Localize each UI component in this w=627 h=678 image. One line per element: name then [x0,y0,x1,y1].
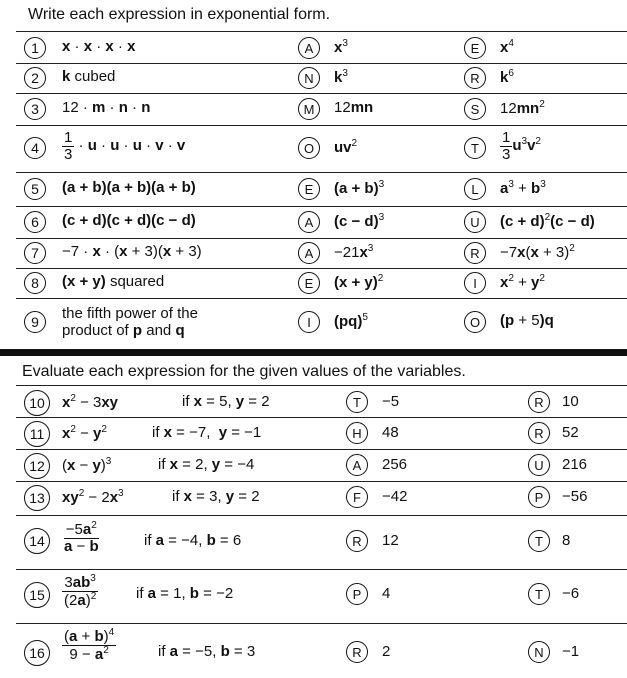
answer-letter-b: R [464,242,486,264]
answer-letter-a: M [298,98,320,120]
answer-letter-a: T [346,391,368,413]
part2-row-15 [16,570,627,622]
part2-row-10 [16,386,627,416]
part1-row-6 [16,207,627,237]
problem-number: 13 [24,485,50,511]
problem-number: 8 [24,272,46,294]
answer-letter-a: R [346,530,368,552]
problem-number: 16 [24,640,50,666]
part2-row-12 [16,450,627,480]
answer-choice-b: $\frac{1}{3}$ $u^3v^2$ [502,129,541,163]
answer-letter-b: N [528,641,550,663]
section-separator [0,349,627,356]
problem-number: 9 [24,311,46,333]
answer-value-b: 10 [562,393,579,410]
answer-choice-b: $x^2 + y^2$ [500,273,545,291]
answer-letter-b: R [464,67,486,89]
problem-expression: (a + b)(a + b)(a + b) [62,179,196,196]
answer-letter-a: E [298,272,320,294]
problem-number: 12 [24,453,50,479]
problem-expression: $\frac{1}{3}$ · u · u · u · v · v [64,129,186,163]
variable-values: if x = 5, y = 2 [182,393,270,410]
answer-letter-a: A [298,242,320,264]
answer-value-a: 256 [382,456,408,473]
variable-values: if x = 2, y = −4 [158,456,255,473]
answer-choice-b: $k^6$ [500,68,514,86]
part1-row-4 [16,126,627,170]
answer-value-a: 2 [382,643,391,660]
answer-choice-a: $(c - d)^3$ [334,212,385,230]
answer-letter-a: N [298,67,320,89]
answer-choice-b: (p + 5)q [500,312,554,329]
part1-row-1 [16,34,627,62]
problem-expression: $x^2 - 3xy$ [62,393,119,411]
problem-number: 2 [24,67,46,89]
problem-expression: (x + y) squared [62,273,165,290]
problem-number: 11 [24,421,50,447]
part1-row-5 [16,173,627,205]
part1-row-8 [16,269,627,297]
answer-letter-a: A [298,37,320,59]
answer-choice-b: $x^4$ [500,38,514,56]
answer-choice-a: $uv^2$ [334,138,358,156]
answer-choice-a: $x^3$ [334,38,348,56]
answer-value-b: 8 [562,532,571,549]
answer-value-a: 12 [382,532,399,549]
part1-row-2 [16,64,627,92]
answer-letter-b: U [464,211,486,233]
problem-number: 5 [24,178,46,200]
answer-value-b: −56 [562,488,588,505]
problem-expression: $x^2 - y^2$ [62,424,107,442]
answer-letter-a: O [298,137,320,159]
problem-expression: x · x · x · x [62,38,136,55]
answer-letter-a: E [298,178,320,200]
variable-values: if a = −4, b = 6 [144,532,242,549]
problem-expression: $\frac{(a + b)^4}{9 - a^2}$ [64,627,115,663]
answer-choice-b: $-7x(x + 3)^2$ [500,243,575,261]
answer-letter-a: R [346,641,368,663]
answer-choice-b: $12mn^2$ [500,99,545,117]
expression-line-2: product of p and q [62,322,185,339]
problem-expression: (c + d)(c + d)(c − d) [62,212,196,229]
answer-choice-a: $-21x^3$ [334,243,374,261]
answer-letter-b: L [464,178,486,200]
answer-choice-a: (pq)$^5$ [334,312,368,330]
problem-expression [62,305,198,339]
answer-letter-b: O [464,311,486,333]
answer-letter-b: R [528,422,550,444]
answer-letter-b: R [528,391,550,413]
answer-choice-b: $a^3 + b^3$ [500,179,546,197]
part1-row-7 [16,239,627,267]
answer-value-a: −5 [382,393,400,410]
part2-instruction: Evaluate each expression for the given values of the variables. [22,363,466,380]
answer-letter-b: U [528,454,550,476]
problem-expression: $\frac{3ab^3}{(2a)^2}$ [64,573,97,609]
divider [16,31,627,32]
answer-letter-a: I [298,311,320,333]
answer-value-a: −42 [382,488,408,505]
answer-letter-a: A [298,211,320,233]
problem-number: 6 [24,211,46,233]
problem-number: 3 [24,98,46,120]
variable-values: if x = 3, y = 2 [172,488,260,505]
problem-number: 14 [24,528,50,554]
problem-number: 1 [24,37,46,59]
variable-values: if x = −7, y = −1 [152,424,262,441]
answer-letter-a: H [346,422,368,444]
answer-value-b: −6 [562,585,580,602]
answer-value-a: 4 [382,585,391,602]
answer-letter-b: T [464,137,486,159]
problem-number: 4 [24,137,46,159]
problem-expression: 12 · m · n · n [62,99,151,116]
part2-row-16 [16,624,627,678]
answer-value-a: 48 [382,424,399,441]
part2-row-11 [16,418,627,448]
answer-letter-b: S [464,98,486,120]
answer-value-b: −1 [562,643,580,660]
answer-choice-b: $(c + d)^2(c - d)$ [500,212,595,230]
problem-expression: $(x - y)^3$ [62,456,112,474]
answer-choice-a: $(x + y)^2$ [334,273,384,291]
answer-letter-a: A [346,454,368,476]
answer-value-b: 216 [562,456,588,473]
part1-instruction: Write each expression in exponential form. [28,6,331,23]
answer-letter-b: I [464,272,486,294]
answer-letter-b: T [528,583,550,605]
problem-number: 7 [24,242,46,264]
problem-expression: $xy^2 - 2x^3$ [62,488,124,506]
expression-line-1: the fifth power of the [62,305,198,322]
answer-letter-a: P [346,583,368,605]
answer-letter-a: F [346,486,368,508]
answer-choice-a: $(a + b)^3$ [334,179,385,197]
problem-expression: $\frac{-5a^2}{a - b}$ [64,520,99,555]
part1-row-9 [16,299,627,345]
problem-number: 15 [24,582,50,608]
variable-values: if a = 1, b = −2 [136,585,234,602]
answer-value-b: 52 [562,424,579,441]
part1-row-3 [16,94,627,124]
part2-row-13 [16,482,627,514]
variable-values: if a = −5, b = 3 [158,643,256,660]
answer-letter-b: P [528,486,550,508]
problem-expression: −7 · x · (x + 3)(x + 3) [62,243,202,260]
problem-number: 10 [24,390,50,416]
problem-expression: k cubed [62,68,116,85]
answer-letter-b: E [464,37,486,59]
answer-choice-a: $k^3$ [334,68,348,86]
part2-row-14 [16,516,627,568]
answer-choice-a: 12mn [334,99,374,116]
answer-letter-b: T [528,530,550,552]
